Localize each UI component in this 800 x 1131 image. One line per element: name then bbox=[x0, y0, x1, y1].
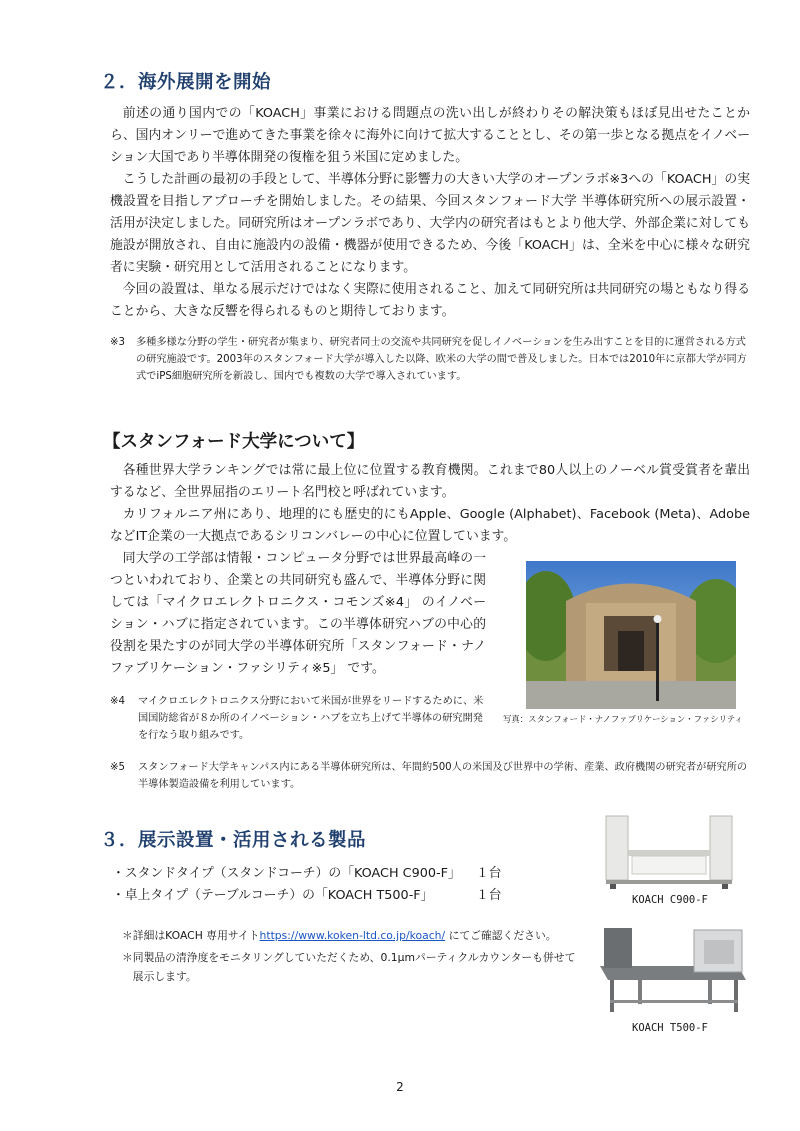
section-2-heading: ２．海外展開を開始 bbox=[100, 72, 272, 93]
site-note bbox=[122, 926, 592, 945]
product-line-c900 bbox=[112, 862, 502, 881]
photo-caption: 写真：スタンフォード・ナノファブリケーション・ファシリティ bbox=[503, 714, 743, 724]
paragraph: カリフォルニア州にあり、地理的にも歴史的にもApple、Google (Alphabet)、Facebook (Meta)、AdobeなどIT企業の一大拠点であるシリコンバレーの中心に位置しています。 bbox=[110, 507, 750, 544]
paragraph: 各種世界大学ランキングでは常に最上位に位置する教育機関。これまで80人以上のノーベル賞受賞者を輩出するなど、全世界屈指のエリート名門校と呼ばれています。 bbox=[110, 463, 750, 500]
product-count: １台 bbox=[476, 888, 502, 903]
koach-t500-image bbox=[598, 922, 748, 1014]
footnote-mark: ※3 bbox=[110, 337, 126, 348]
stanford-body bbox=[110, 460, 750, 548]
product-label: ・卓上タイプ（テーブルコーチ）の「KOACH T500-F」 bbox=[112, 888, 434, 903]
counter-note: ＊同製品の清浄度をモニタリングしていただくため、0.1μmパーティクルカウンターも併せて展示します。 bbox=[122, 951, 576, 983]
page-number: 2 bbox=[396, 1080, 404, 1094]
koach-t500-caption: KOACH T500-F bbox=[632, 1022, 708, 1034]
paragraph: 今回の設置は、単なる展示だけではなく実際に使用されること、加えて同研究所は共同研究の場ともなり得ることから、大きな反響を得られるものと期待しております。 bbox=[110, 282, 750, 319]
stanford-nanofab-photo bbox=[526, 561, 736, 709]
koach-c900-image bbox=[598, 812, 740, 890]
footnote-text: スタンフォード大学キャンパス内にある半導体研究所は、年間約500人の米国及び世界中の学術、産業、政府機関の研究者が研究所の半導体製造設備を利用しています。 bbox=[138, 762, 748, 790]
stanford-engineering-paragraph bbox=[110, 548, 486, 680]
site-note-prefix: ＊詳細はKOACH 専用サイト bbox=[122, 929, 260, 942]
paragraph: 前述の通り国内での「KOACH」事業における問題点の洗い出しが終わりその解決策もほぼ見出せたことから、国内オンリーで進めてきた事業を徐々に海外に向けて拡大することとし、その第一歩となる拠点をイノベーション大国であり半導体開発の復権を狙う米国に定めました。 bbox=[110, 106, 750, 165]
footnote-text: 多種多様な分野の学生・研究者が集まり、研究者同士の交流や共同研究を促しイノベーションを生み出すことを目的に運営される方式の研究施設です。2003年のスタンフォード大学が導入した以降、欧米の大学の間で普及しました。日本では2010年に京都大学が同方式でiPS細胞研究所を新設し、国内でも複数の大学で導入されています。 bbox=[136, 337, 747, 382]
product-line-t500 bbox=[112, 884, 502, 903]
paragraph: こうした計画の最初の手段として、半導体分野に影響力の大きい大学のオープンラボ※3への「KOACH」の実機設置を目指しアプローチを開始しました。その結果、今回スタンフォード大学 半導体研究所への展示設置・活用が決定しました。同研究所はオープンラボであり、大学内の研究者はもとより他大学、外部企業に対しても施設が開放され、自由に施設内の設備・機器が使用できるため、今後「KOACH」は、全米を中心に様々な研究者に実験・研究用として活用されることになります。 bbox=[110, 172, 750, 275]
product-count: １台 bbox=[476, 866, 502, 881]
footnote-mark: ※4 bbox=[110, 696, 126, 707]
koach-site-link[interactable]: https://www.koken-ltd.co.jp/koach/ bbox=[259, 929, 446, 942]
stanford-heading: 【スタンフォード大学について】 bbox=[103, 432, 365, 452]
site-note-suffix: にてご確認ください。 bbox=[445, 929, 557, 942]
koach-c900-caption: KOACH C900-F bbox=[632, 894, 708, 906]
paragraph: 同大学の工学部は情報・コンピュータ分野では世界最高峰の一つといわれており、企業との共同研究も盛んで、半導体分野に関しては「マイクロエレクトロニクス・コモンズ※4」 のイノベーション・ハブに指定されています。この半導体研究ハブの中心的役割を果たすのが同大学の半導体研究所「スタンフォード・ナノファブリケーション・ファシリティ※5」 です。 bbox=[110, 551, 486, 676]
footnote-text: マイクロエレクトロニクス分野において米国が世界をリードするために、米国国防総省が８か所のイノベーション・ハブを立ち上げて半導体の研究開発を行なう取り組みです。 bbox=[138, 696, 484, 741]
footnote-mark: ※5 bbox=[110, 762, 126, 773]
product-label: ・スタンドタイプ（スタンドコーチ）の「KOACH C900-F」 bbox=[112, 866, 461, 881]
section-2-body bbox=[110, 103, 750, 323]
section-3-heading: ３．展示設置・活用される製品 bbox=[100, 830, 367, 851]
